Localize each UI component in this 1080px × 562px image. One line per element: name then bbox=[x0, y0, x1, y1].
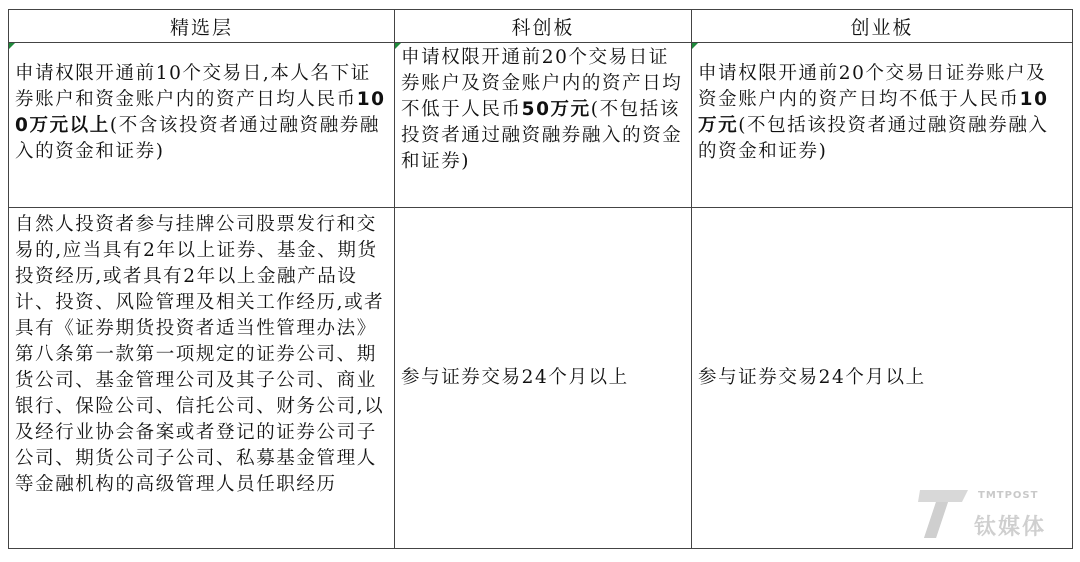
cell-text: 申请权限开通前20个交易日证券账户及资金账户内的资产日均不低于人民币 bbox=[401, 47, 683, 120]
asset-requirement-chuangyeban bbox=[692, 43, 1073, 208]
header-chuangyeban: 创业板 bbox=[692, 10, 1073, 43]
cell-highlight: 100万元以上 bbox=[15, 89, 386, 136]
cell-comment-flag bbox=[692, 43, 698, 49]
cell-text: (不含该投资者通过融资融券融入的资金和证券) bbox=[15, 115, 380, 162]
cell-highlight: 10万元 bbox=[698, 89, 1049, 136]
cell-text: 申请权限开通前10个交易日,本人名下证券账户和资金账户内的资产日均人民币 bbox=[15, 63, 371, 110]
comparison-table bbox=[8, 9, 1073, 549]
tmtpost-watermark bbox=[916, 486, 1066, 542]
cell-text: (不包括该投资者通过融资融券融入的资金和证券) bbox=[698, 115, 1049, 162]
table-row bbox=[9, 208, 1073, 549]
experience-requirement-kechuangban bbox=[395, 208, 692, 549]
cell-comment-flag bbox=[395, 43, 401, 49]
cell-text: 参与证券交易24个月以上 bbox=[698, 367, 926, 388]
table-row bbox=[9, 43, 1073, 208]
cell-comment-flag bbox=[9, 43, 15, 49]
asset-requirement-kechuangban bbox=[395, 43, 692, 208]
header-kechuangban: 科创板 bbox=[395, 10, 692, 43]
watermark-en: TMTPOST bbox=[978, 490, 1039, 501]
tmtpost-logo-icon bbox=[916, 486, 972, 542]
cell-text: 参与证券交易24个月以上 bbox=[401, 367, 629, 388]
watermark-cn: 钛媒体 bbox=[974, 515, 1047, 540]
asset-requirement-jingxuanceng bbox=[9, 43, 395, 208]
header-row bbox=[9, 10, 1073, 43]
cell-text: 申请权限开通前20个交易日证券账户及资金账户内的资产日均不低于人民币 bbox=[698, 63, 1047, 110]
cell-text: (不包括该投资者通过融资融券融入的资金和证券) bbox=[401, 99, 683, 172]
cell-highlight: 50万元 bbox=[521, 99, 591, 120]
header-jingxuanceng: 精选层 bbox=[9, 10, 395, 43]
experience-requirement-jingxuanceng bbox=[9, 208, 395, 549]
cell-text: 自然人投资者参与挂牌公司股票发行和交易的,应当具有2年以上证券、基金、期货投资经历,或者具有2年以上金融产品设计、投资、风险管理及相关工作经历,或者具有《证券期货投资者适当性管理办法》第八条第一款第一项规定的证券公司、期货公司、基金管理公司及其子公司、商业银行、保险公司、信托公司、财务公司,以及经行业协会备案或者登记的证券公司子公司、期货公司子公司、私募基金管理人等金融机构的高级管理人员任职经历 bbox=[15, 214, 385, 495]
